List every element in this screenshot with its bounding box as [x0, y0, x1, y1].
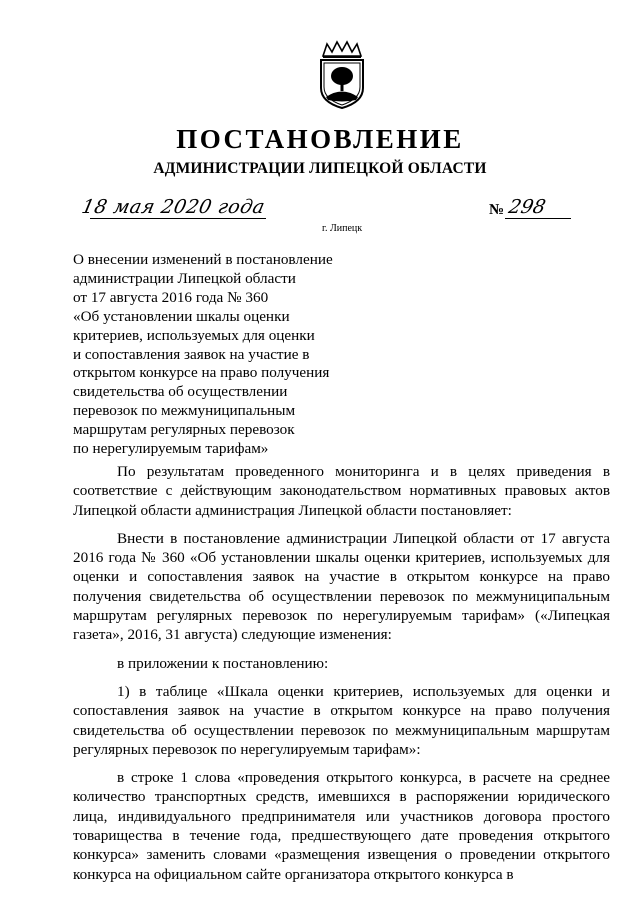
subject-line: администрации Липецкой области	[73, 269, 296, 287]
subject-line: от 17 августа 2016 года № 360	[73, 288, 269, 306]
subject-line: по нерегулируемым тарифам»	[73, 440, 269, 458]
handwritten-number: 298	[506, 196, 548, 218]
body-paragraph: Внести в постановление администрации Липецкой области от 17 августа 2016 года № 360 «Об установлении шкалы оценки критериев, используемых для оценки и сопоставления заявок на участие в открытом конкурсе на право получения свидетельства об осуществлении перевозок по межмуниципальным маршрутам регулярных перевозок по нерегулируемым тарифам» («Липецкая газета», 2016, 31 августа) следующие изменения:	[73, 529, 610, 644]
document-title: ПОСТАНОВЛЕНИЕ	[176, 124, 464, 154]
body-paragraph: в приложении к постановлению:	[117, 654, 329, 672]
subject-line: критериев, используемых для оценки	[73, 326, 315, 344]
document-body	[73, 462, 610, 884]
subject-line: свидетельства об осуществлении	[73, 383, 288, 401]
number-underline	[505, 218, 571, 219]
document-issuer: АДМИНИСТРАЦИИ ЛИПЕЦКОЙ ОБЛАСТИ	[153, 160, 487, 177]
subject-line: перевозок по межмуниципальным	[73, 402, 296, 420]
body-paragraph: По результатам проведенного мониторинга и в целях приведения в соответствие с действующим законодательством нормативных правовых актов Липецкой области администрация Липецкой области постановляет:	[73, 463, 610, 519]
subject-line: маршрутам регулярных перевозок	[73, 421, 295, 439]
date-underline	[90, 218, 266, 219]
subject-line: открытом конкурсе на право получения	[73, 364, 330, 382]
subject-line: и сопоставления заявок на участие в	[73, 345, 310, 363]
body-paragraph: 1) в таблице «Шкала оценки критериев, используемых для оценки и сопоставления заявок на участие в открытом конкурсе на право получения свидетельства об осуществлении перевозок по межмуниципальным маршрутам регулярных перевозок по нерегулируемым тарифам»:	[73, 682, 610, 758]
lipetsk-coat-of-arms-icon	[313, 40, 371, 110]
body-paragraph: в строке 1 слова «проведения открытого конкурса, в расчете на среднее количество транспортных средств, имевшихся в распоряжении юридического лица, индивидуального предпринимателя или участников договора простого товарищества в течение года, предшествующего дате проведения открытого конкурса» заменить словами «размещения извещения о проведении открытого конкурса на официальном сайте организатора открытого конкурса в	[73, 769, 610, 883]
subject-line: «Об установлении шкалы оценки	[73, 307, 290, 325]
subject-line: О внесении изменений в постановление	[73, 251, 333, 268]
document-subject	[73, 251, 373, 459]
handwritten-date: 18 мая 2020 года	[79, 196, 268, 218]
number-label: №	[489, 202, 505, 218]
city-label: г. Липецк	[322, 223, 363, 234]
